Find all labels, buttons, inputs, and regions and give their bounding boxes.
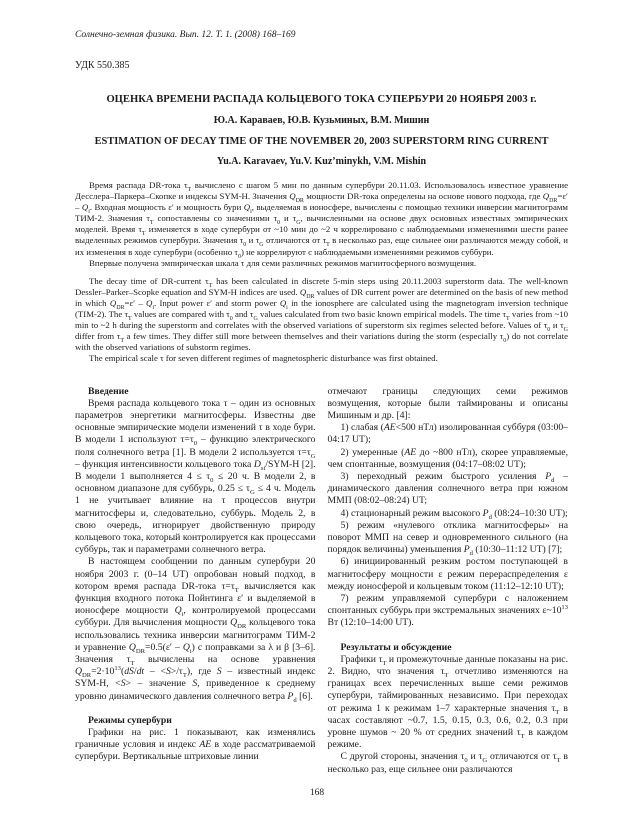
regime-item-1: 1) слабая (AE<500 нТл) изолированная суббуря (03:00–04:17 UT); <box>327 422 569 446</box>
abstract-english <box>75 276 568 365</box>
intro-paragraph-1: Время распада кольцевого тока τ – один из основных параметров энергетики магнитосферы. Известны две основные эмпирические модели изменений τ в ходе бури. В модели 1 используют $\tau=\tau_0$ – функцию электрического поля солнечного ветра [1]. В модели 2 используется $\tau=\tau_G$ – функция интенсивности кольцевого тока $D_{st}/SYM-H$ [2]. В модели 1 выполняется $4 \le \tau_0 \le 20$ ч. В модели 2, в основном диапазоне для суббурь, $0.25 \le \tau_G \le 4$ ч. Модель 1 не учитывает влияние на τ процессов внутри магнитосферы и, следовательно, суббурь. Модель 2, в свою очередь, игнорирует двойственную природу кольцевого тока, который контролируется как процессами суббурь, так и параметрами солнечного ветра. <box>75 397 316 556</box>
abstract-russian <box>75 180 568 269</box>
section-heading-regimes: Режимы супербури <box>88 714 172 726</box>
regime-item-6: 6) инициированный резким ростом поступающей в магнитосферу мощности ε режим перераспределения ε между ионосферой и кольцевым током (11:12–12:10 UT); <box>327 556 568 592</box>
paper-authors-english: Yu.A. Karavaev, Yu.V. Kuz’minykh, V.M. Mishin <box>216 156 427 167</box>
abstract-english-final-line: The empirical scale τ for seven different regimes of magnetospheric disturbance was first obtained. <box>89 353 438 364</box>
regime-item-3: 3) переходный режим быстрого усиления $P_d$ – динамического давления солнечного ветра при южном ММП (08:02–08:24) UT; <box>327 470 568 507</box>
paper-authors-russian: Ю.А. Караваев, Ю.В. Кузьминых, В.М. Мишин <box>213 115 430 126</box>
section-heading-results: Результаты и обсуждение <box>340 641 452 653</box>
regime-item-7: 7) режим управляемой супербури с наложением спонтанных суббурь при экстремальных значениях $\varepsilon\sim 10^{13}$ Вт (12:10–14:00 UT). <box>327 592 568 629</box>
left-column <box>75 386 316 776</box>
two-column-body <box>75 386 568 776</box>
regime-item-5: 5) режим «нулевого отклика магнитосферы» на поворот ММП на север и одновременного сильного (на порядок величины) уменьшения $P_d$ (10:30–11:12 UT) [7]; <box>327 519 568 558</box>
results-paragraph-1: Графики $\tau_Т$ и промежуточные данные показаны на рис. 2. Видно, что значения $\tau_Т$ отчетливо изменяются на границах всех перечисленных выше семи режимов супербури, таймированных независимо. При переходах от режима 1 к режимам 1–7 характерные значения $\tau_Т$ в часах составляют ~0.7, 1.5, 0.15, 0.3, 0.6, 0.2, 0.3 при уровне шумов ~ 20 % от средних значений $\tau_Т$ в каждом режиме. <box>327 653 569 751</box>
intro-paragraph-2: В настоящем сообщении по данным супербури 20 ноября 2003 г. (0–14 UT) опробован новый подход, в котором время распада DR-тока $\tau=\tau_Т$ вычисляется как функция входного потока Пойнтинга ε′ и выделяемой в ионосфере мощности $Q_i$, контролируемой процессами суббури. Для вычисления мощности $Q_{DR}$ кольцевого тока использовались техника инверсии магнитограмм ТИМ-2 и уравнение $Q_{DR}=0.5(\varepsilon' - Q_i)$ с поправками за λ и β [3–6]. Значения $\tau_Т$ вычислены на основе уравнения $Q_{DR}=2\cdot 10^{13}(dS/dt - <S>/\tau_Т)$, где S – известный индекс SYM-H, <S> – значение S, приведенное к среднему уровню динамического давления солнечного ветра $P_d$ [6]. <box>75 556 316 704</box>
abstract-russian-final-line: Впервые получена эмпирическая шкала τ для семи различных режимов магнитосферного возмущения. <box>89 257 477 268</box>
abstract-russian-paragraph: Время распада DR-тока $\tau_Т$ вычислено с шагом 5 мин по данным супербури 20.11.03. Использовалось известное уравнение Десслера–Паркера–Скопке и индексы SYM-H. Значения $Q_{DR}$ мощности DR-тока определены на основе нового подхода, где $Q_{DR}=\varepsilon' - Q_i$. Входная мощность ε′ и мощность бури $Q_i$, выделяемая в ионосфере, вычислены с помощью техники инверсии магнитограмм ТИМ-2. Значения $\tau_Т$ сопоставлены со значениями $\tau_0$ и $\tau_G$, вычисленными на основе двух основных известных эмпирических моделей. Время $\tau_Т$ изменяется в ходе супербури от ~10 мин до ~2 ч коррелировано с наблюдаемыми изменениями шести ранее выделенных режимов супербури. Значения $\tau_0$ и $\tau_G$ отличаются от $\tau_Т$ в несколько раз, еще сильнее они различаются между собой, и их изменения в ходе супербури (особенно $\tau_0$) не коррелируют с наблюдаемыми изменениями режимов суббури. <box>75 180 569 260</box>
right-column <box>328 386 569 776</box>
regime-item-2: 2) умеренные (AE до ~800 нТл), скорее управляемые, чем спонтанные, возмущения (04:17–08:02 UT); <box>327 446 569 470</box>
paper-title-russian: ОЦЕНКА ВРЕМЕНИ РАСПАДА КОЛЬЦЕВОГО ТОКА СУПЕРБУРИ 20 НОЯБРЯ 2003 г. <box>106 94 537 105</box>
udc-code: УДК 550.385 <box>75 60 130 71</box>
regimes-paragraph-continuation: отмечают границы следующих семи режимов возмущения, которые были таймированы и описаны Мишиным и др. [4]: <box>327 385 568 421</box>
regime-item-4: 4) стационарный режим высокого $P_d$ (08:24–10:30 UT); <box>340 507 568 521</box>
results-paragraph-2: С другой стороны, значения $\tau_0$ и $\tau_G$ отличаются от $\tau_Т$ в несколько раз, еще сильнее они различаются <box>327 751 568 775</box>
regimes-paragraph-1: Графики на рис. 1 показывают, как изменялись граничные условия и индекс AE в ходе рассматриваемой супербури. Вертикальные штриховые линии <box>75 726 316 763</box>
journal-running-head: Солнечно-земная физика. Вып. 12. Т. 1. (2008) 168–169 <box>75 30 296 40</box>
abstract-english-paragraph: The decay time of DR-current $\tau_T$ has been calculated in discrete 5-min steps using 20.11.2003 superstorm data. The well-known Dessler–Parker–Scopke equation and SYM-H indices are used. $Q_{DR}$ values of DR current power are determined on the basis of new method in which $Q_{DR}=\varepsilon' - Q_i$. Input power ε′ and storm power $Q_i$ in the ionosphere are calculated using the magnetogram inversion technique (TIM-2). The $\tau_T$ values are compared with $\tau_0$ and $\tau_G$ values calculated from two basic known empirical models. The time $\tau_T$ varies from ~10 min to ~2 h during the superstorm and correlates with the observed variations of superstorm six regimes selected before. Values of $\tau_0$ и $\tau_G$ differ from $\tau_T$ a few times. They differ still more between themselves and their variations during the storm (especially $\tau_0$) do not correlate with the observed variations of substorm regimes. <box>75 275 568 353</box>
regime-list <box>328 422 569 629</box>
paper-title-english: ESTIMATION OF DECAY TIME OF THE NOVEMBER 20, 2003 SUPERSTORM RING CURRENT <box>94 136 549 147</box>
page-number: 168 <box>309 788 325 798</box>
section-heading-introduction: Введение <box>88 385 129 397</box>
